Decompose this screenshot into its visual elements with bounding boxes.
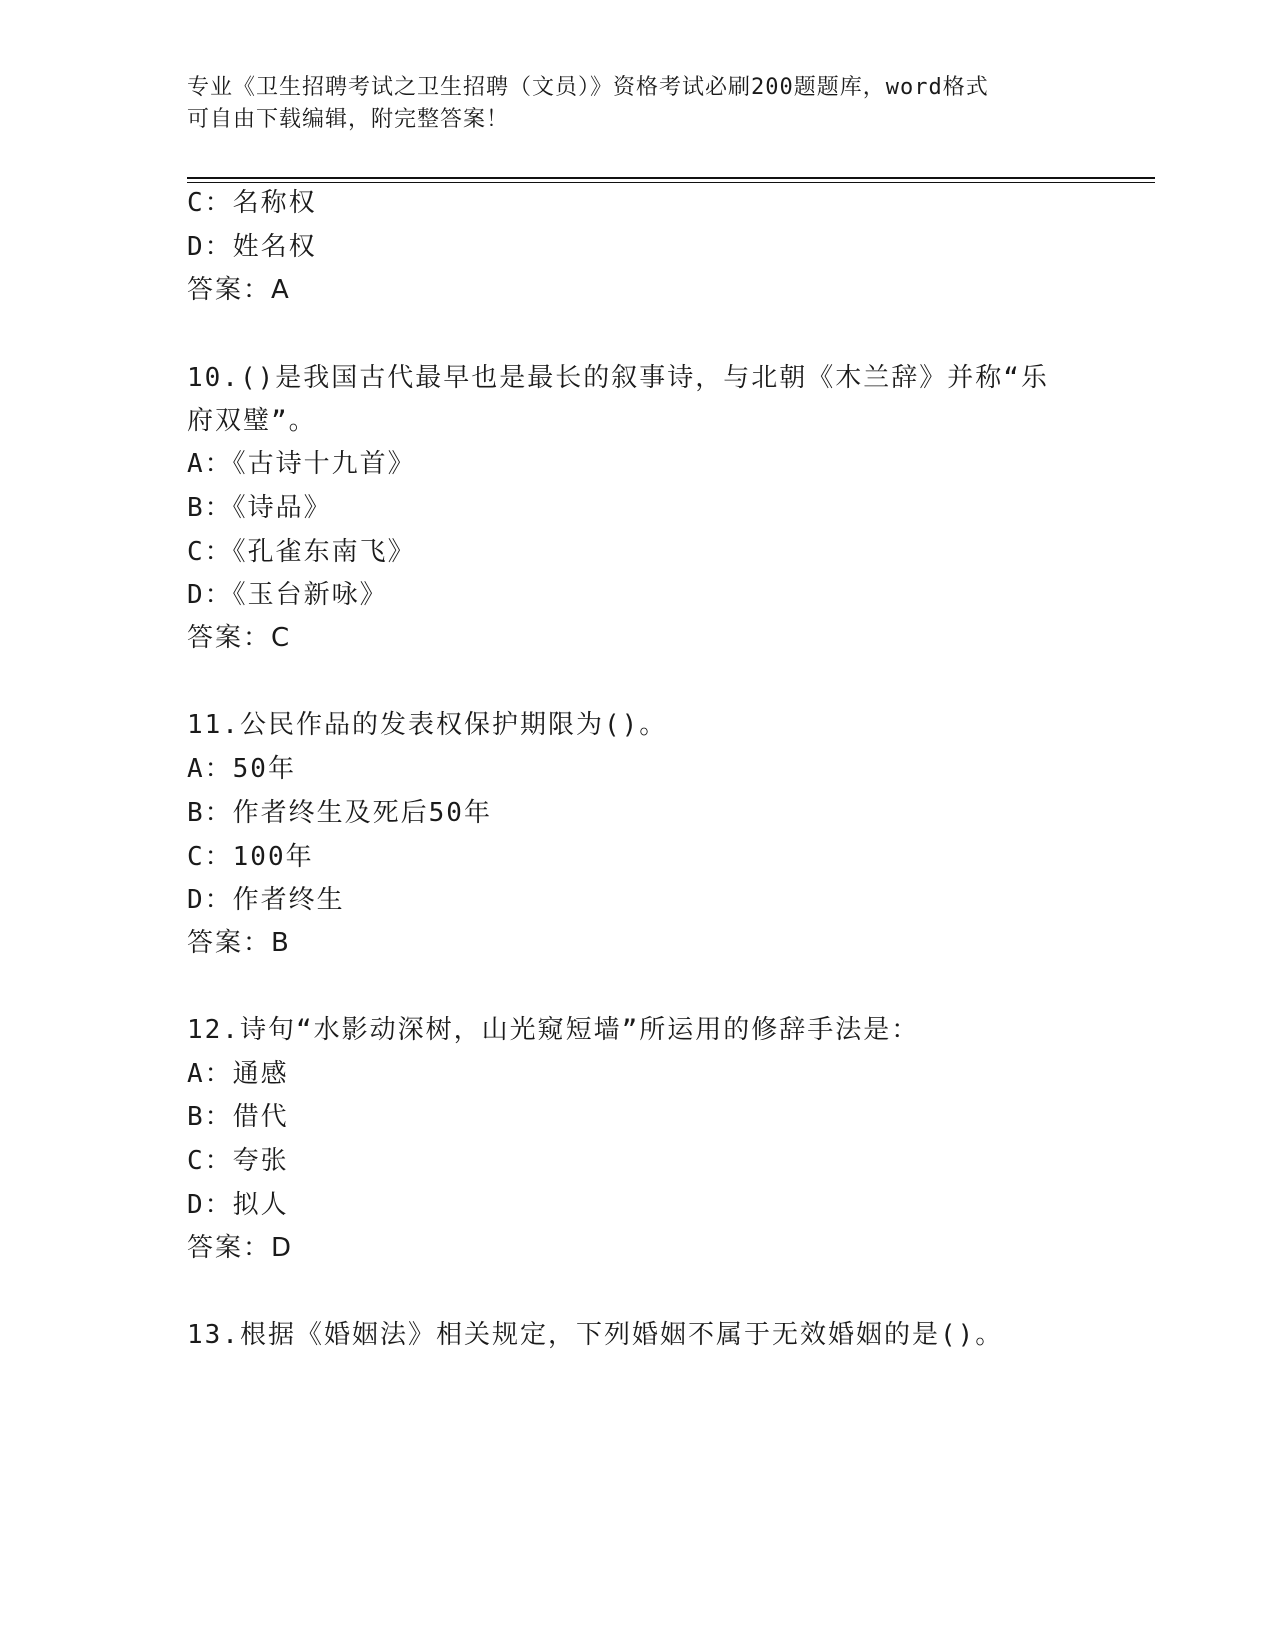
option-b: B：借代 bbox=[187, 1102, 289, 1132]
option-a: A：《古诗十九首》 bbox=[187, 449, 416, 479]
option-d: D：作者终生 bbox=[187, 885, 345, 915]
answer-line: 答案：A bbox=[187, 275, 291, 305]
option-d: D：姓名权 bbox=[187, 232, 317, 262]
question-stem: 10.()是我国古代最早也是最长的叙事诗，与北朝《木兰辞》并称“乐 bbox=[187, 363, 1049, 393]
answer-line: 答案：C bbox=[187, 623, 292, 653]
page-header bbox=[187, 72, 1067, 136]
header-title-line-2: 可自由下载编辑，附完整答案！ bbox=[187, 107, 510, 132]
question-stem: 12.诗句“水影动深树，山光窥短墙”所运用的修辞手法是： bbox=[187, 1015, 920, 1045]
option-a: A：50年 bbox=[187, 754, 296, 784]
option-b: B：《诗品》 bbox=[187, 493, 332, 523]
header-divider bbox=[187, 177, 1155, 183]
option-a: A：通感 bbox=[187, 1059, 289, 1089]
answer-line: 答案：B bbox=[187, 928, 291, 958]
option-d: D：《玉台新咏》 bbox=[187, 580, 388, 610]
question-stem: 11.公民作品的发表权保护期限为()。 bbox=[187, 710, 668, 740]
option-b: B：作者终生及死后50年 bbox=[187, 798, 492, 828]
option-c: C：《孔雀东南飞》 bbox=[187, 537, 416, 567]
option-d: D：拟人 bbox=[187, 1190, 289, 1220]
header-title-line-1: 专业《卫生招聘考试之卫生招聘（文员）》资格考试必刷200题题库，word格式 bbox=[187, 75, 989, 100]
question-stem-continued: 府双璧”。 bbox=[187, 406, 317, 436]
option-c: C：100年 bbox=[187, 842, 314, 872]
option-c: C：名称权 bbox=[187, 188, 317, 218]
option-c: C：夸张 bbox=[187, 1146, 289, 1176]
answer-line: 答案：D bbox=[187, 1233, 294, 1263]
question-stem: 13.根据《婚姻法》相关规定，下列婚姻不属于无效婚姻的是()。 bbox=[187, 1320, 1004, 1350]
